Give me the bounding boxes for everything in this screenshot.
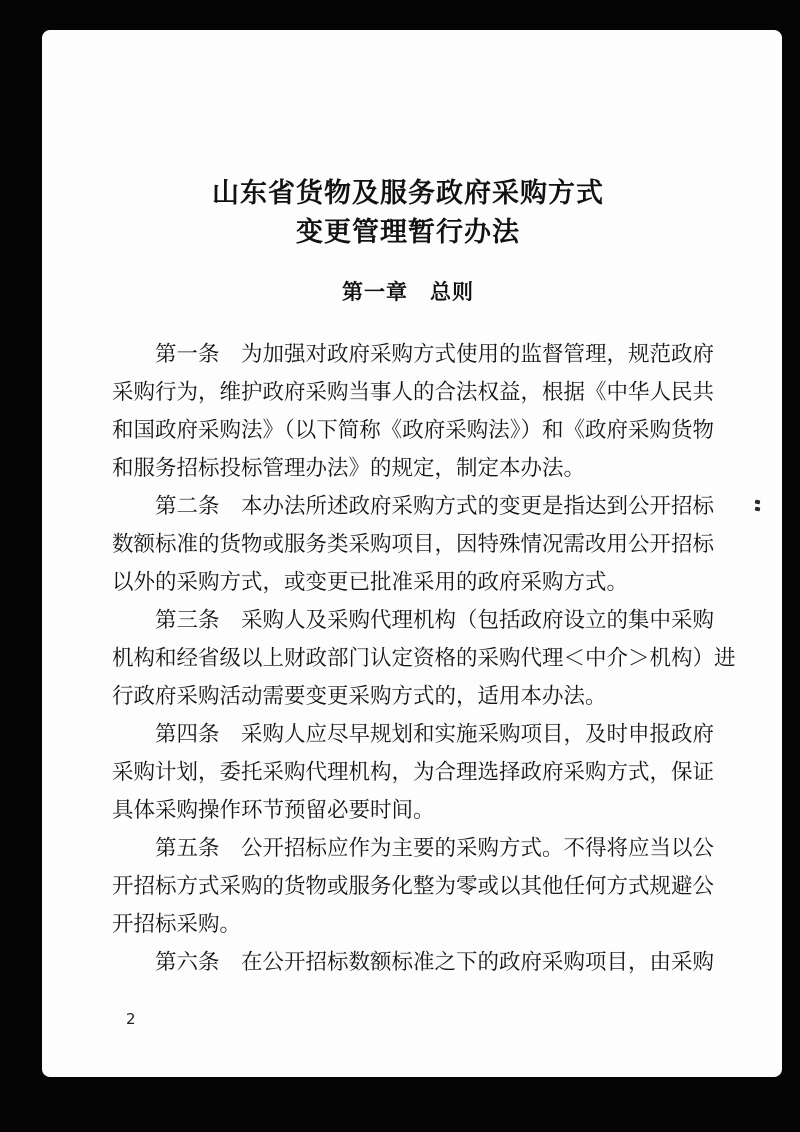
body-line: 采购行为，维护政府采购当事人的合法权益，根据《中华人民共: [112, 380, 715, 405]
body-line: 第六条 在公开招标数额标准之下的政府采购项目，由采购: [155, 950, 715, 975]
body-line: 第二条 本办法所述政府采购方式的变更是指达到公开招标: [155, 494, 715, 519]
body-line: 数额标准的货物或服务类采购项目，因特殊情况需改用公开招标: [112, 532, 715, 557]
document-body: [112, 336, 736, 982]
body-line: 第五条 公开招标应作为主要的采购方式。不得将应当以公: [155, 836, 715, 861]
scan-speck: [754, 500, 762, 516]
document-title: [119, 174, 697, 252]
body-line: 第三条 采购人及采购代理机构（包括政府设立的集中采购: [155, 608, 715, 633]
body-line: 第一条 为加强对政府采购方式使用的监督管理，规范政府: [155, 342, 715, 367]
title-line-2: 变更管理暂行办法: [296, 217, 520, 248]
page-number: 2: [126, 1010, 136, 1028]
body-line: 开招标采购。: [112, 912, 242, 937]
body-line: 和服务招标投标管理办法》的规定，制定本办法。: [112, 456, 586, 481]
body-line: 采购计划，委托采购代理机构，为合理选择政府采购方式，保证: [112, 760, 715, 785]
title-line-1: 山东省货物及服务政府采购方式: [212, 178, 604, 209]
body-line: 以外的采购方式，或变更已批准采用的政府采购方式。: [112, 570, 629, 595]
chapter-heading: 第一章 总则: [342, 280, 474, 304]
body-line: 具体采购操作环节预留必要时间。: [112, 798, 435, 823]
body-line: 行政府采购活动需要变更采购方式的，适用本办法。: [112, 684, 607, 709]
body-line: 机构和经省级以上财政部门认定资格的采购代理＜中介＞机构）进: [112, 646, 736, 671]
body-line: 开招标方式采购的货物或服务化整为零或以其他任何方式规避公: [112, 874, 715, 899]
document-page: [42, 30, 782, 1077]
body-line: 第四条 采购人应尽早规划和实施采购项目，及时申报政府: [155, 722, 715, 747]
body-line: 和国政府采购法》（以下简称《政府采购法》）和《政府采购货物: [112, 418, 715, 443]
